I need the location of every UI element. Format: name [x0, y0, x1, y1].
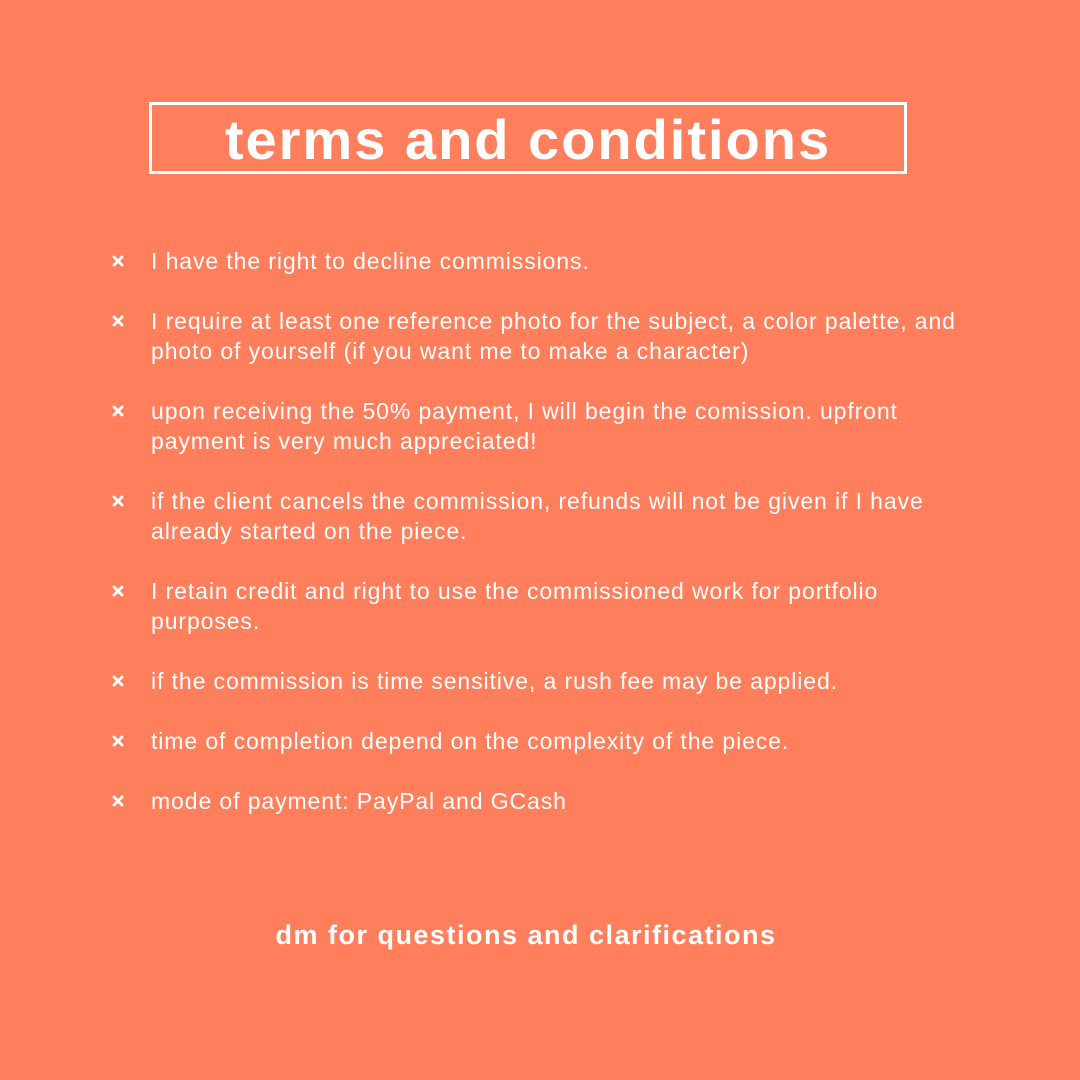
x-mark-icon	[110, 669, 126, 693]
term-text: if the commission is time sensitive, a rush fee may be applied.	[151, 668, 838, 694]
term-text: mode of payment: PayPal and GCash	[151, 788, 567, 814]
term-item-credit	[110, 576, 980, 636]
term-text: I require at least one reference photo for the subject, a color palette, and photo of yourself (if you want me to make a character)	[151, 308, 956, 364]
term-item-completion	[110, 726, 980, 756]
term-item-rush-fee	[110, 666, 980, 696]
x-mark-icon	[110, 399, 126, 423]
term-item-reference	[110, 306, 980, 366]
term-text: time of completion depend on the complexity of the piece.	[151, 728, 790, 754]
terms-list	[110, 246, 980, 846]
term-item-decline	[110, 246, 980, 276]
page-title: terms and conditions	[224, 108, 832, 171]
term-item-refunds	[110, 486, 980, 546]
footer-note: dm for questions and clarifications	[275, 920, 777, 950]
term-item-payment-mode	[110, 786, 980, 816]
x-mark-icon	[110, 309, 126, 333]
x-mark-icon	[110, 789, 126, 813]
term-text: I have the right to decline commissions.	[151, 248, 590, 274]
x-mark-icon	[110, 249, 126, 273]
term-text: if the client cancels the commission, refunds will not be given if I have already started on the piece.	[151, 488, 924, 544]
term-item-payment	[110, 396, 980, 456]
term-text: upon receiving the 50% payment, I will begin the comission. upfront payment is very much appreciated!	[151, 398, 898, 454]
title-frame	[149, 102, 907, 174]
term-text: I retain credit and right to use the commissioned work for portfolio purposes.	[151, 578, 879, 634]
x-mark-icon	[110, 729, 126, 753]
x-mark-icon	[110, 579, 126, 603]
x-mark-icon	[110, 489, 126, 513]
